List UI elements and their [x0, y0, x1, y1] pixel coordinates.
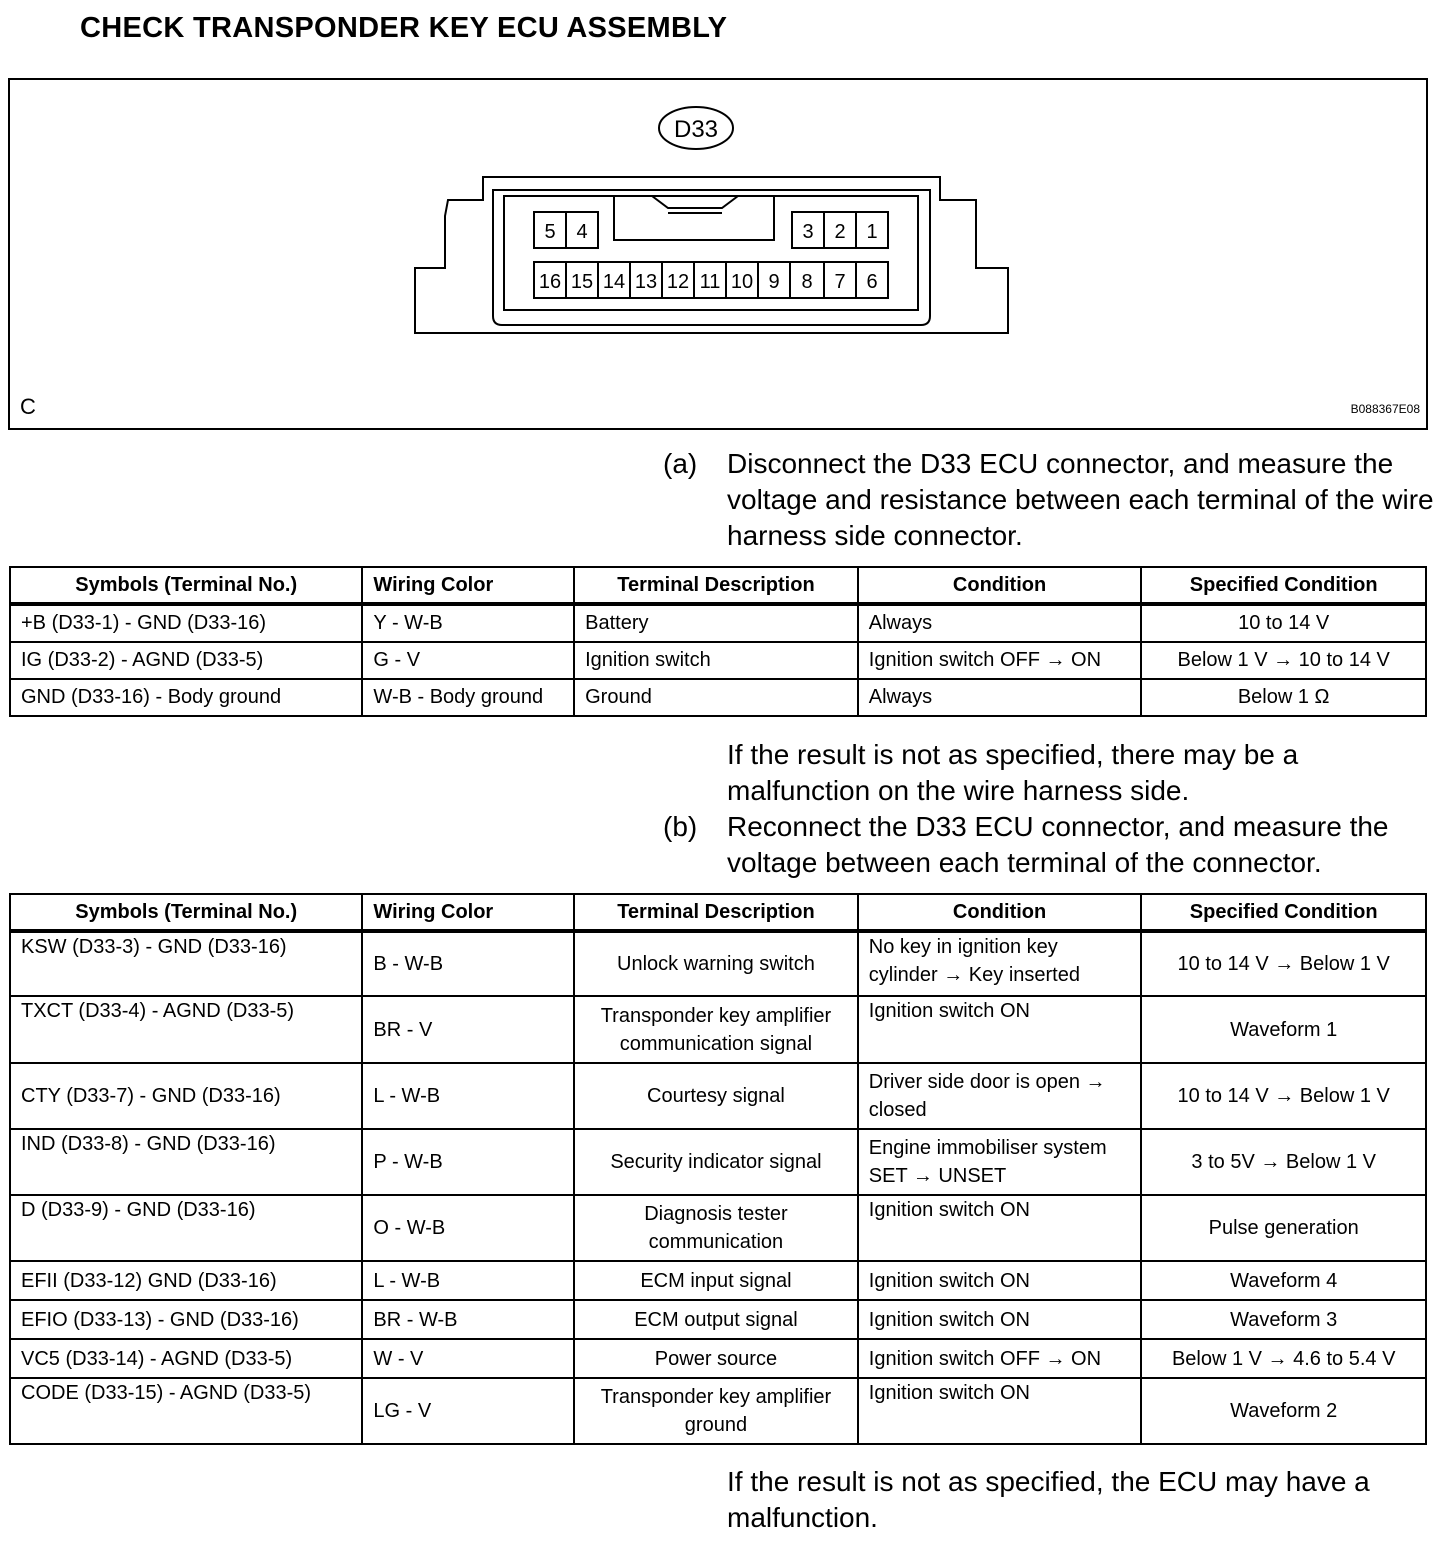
table-header: Terminal Description: [574, 567, 858, 604]
cell-description: Diagnosis tester communication: [574, 1195, 858, 1261]
pin-number: 1: [866, 221, 878, 243]
cell-condition: Engine immobiliser system SET → UNSET: [858, 1129, 1142, 1195]
cell-symbol: CODE (D33-15) - AGND (D33-5): [10, 1378, 362, 1444]
table-header: Specified Condition: [1141, 567, 1426, 604]
table-header: Condition: [858, 567, 1142, 604]
pin-number: 13: [634, 271, 658, 293]
cell-spec: Below 1 V → 4.6 to 5.4 V: [1141, 1339, 1426, 1378]
cell-condition: Ignition switch ON: [858, 1261, 1142, 1300]
pin-number: 4: [576, 221, 588, 243]
connector-label: D33: [673, 116, 719, 143]
cell-condition: Ignition switch OFF → ON: [858, 642, 1142, 679]
table-row: [10, 996, 1426, 1063]
cell-symbol: TXCT (D33-4) - AGND (D33-5): [10, 996, 362, 1063]
cell-description: ECM output signal: [574, 1300, 858, 1339]
cell-description: Transponder key amplifier communication signal: [574, 996, 858, 1063]
cell-description: Security indicator signal: [574, 1129, 858, 1195]
table-row: [10, 1063, 1426, 1129]
table-header: Wiring Color: [362, 894, 574, 931]
page-title: CHECK TRANSPONDER KEY ECU ASSEMBLY: [80, 12, 728, 44]
connector-inner-body: [493, 190, 930, 325]
cell-description: Battery: [574, 604, 858, 642]
table-header: Symbols (Terminal No.): [10, 894, 362, 931]
cell-wiring: B - W-B: [362, 931, 574, 996]
cell-condition: Driver side door is open → closed: [858, 1063, 1142, 1129]
connector-latch-tab: [652, 196, 738, 208]
connector-latch: [614, 196, 774, 240]
figure-letter: C: [20, 394, 36, 419]
table-row: [10, 604, 1426, 642]
pin-number: 6: [866, 271, 878, 293]
pin-number: 7: [834, 271, 846, 293]
cell-condition: Ignition switch ON: [858, 1300, 1142, 1339]
step-b: [663, 809, 1453, 883]
cell-wiring: O - W-B: [362, 1195, 574, 1261]
table-row: [10, 1300, 1426, 1339]
cell-description: Ignition switch: [574, 642, 858, 679]
table-row: [10, 1261, 1426, 1300]
step-b-text: Reconnect the D33 ECU connector, and measure the voltage between each terminal of the connector.: [727, 811, 1389, 878]
pin-number: 16: [538, 271, 562, 293]
cell-wiring: L - W-B: [362, 1261, 574, 1300]
cell-wiring: L - W-B: [362, 1063, 574, 1129]
cell-symbol: IG (D33-2) - AGND (D33-5): [10, 642, 362, 679]
table-row: [10, 931, 1426, 996]
cell-spec: 10 to 14 V: [1141, 604, 1426, 642]
step-a: [663, 446, 1453, 556]
cell-spec: Pulse generation: [1141, 1195, 1426, 1261]
cell-wiring: BR - V: [362, 996, 574, 1063]
cell-spec: Waveform 1: [1141, 996, 1426, 1063]
cell-spec: Waveform 2: [1141, 1378, 1426, 1444]
cell-condition: Ignition switch ON: [858, 996, 1142, 1063]
cell-description: Courtesy signal: [574, 1063, 858, 1129]
table-header: Terminal Description: [574, 894, 858, 931]
pin-number: 2: [834, 221, 846, 243]
table-header: Wiring Color: [362, 567, 574, 604]
cell-wiring: G - V: [362, 642, 574, 679]
cell-symbol: GND (D33-16) - Body ground: [10, 679, 362, 716]
cell-condition: Ignition switch ON: [858, 1195, 1142, 1261]
table-connector: [9, 893, 1427, 1445]
cell-wiring: P - W-B: [362, 1129, 574, 1195]
cell-symbol: EFII (D33-12) GND (D33-16): [10, 1261, 362, 1300]
connector-diagram: [10, 80, 1426, 428]
cell-spec: Below 1 V → 10 to 14 V: [1141, 642, 1426, 679]
cell-condition: Always: [858, 679, 1142, 716]
table-row: [10, 1129, 1426, 1195]
pin-number: 14: [602, 271, 626, 293]
cell-wiring: LG - V: [362, 1378, 574, 1444]
cell-symbol: EFIO (D33-13) - GND (D33-16): [10, 1300, 362, 1339]
table-header: Specified Condition: [1141, 894, 1426, 931]
step-b-label: (b): [663, 811, 698, 842]
cell-symbol: CTY (D33-7) - GND (D33-16): [10, 1063, 362, 1129]
cell-symbol: +B (D33-1) - GND (D33-16): [10, 604, 362, 642]
cell-wiring: W - V: [362, 1339, 574, 1378]
table-row: [10, 1378, 1426, 1444]
cell-wiring: Y - W-B: [362, 604, 574, 642]
pin-number: 5: [544, 221, 556, 243]
pin-number: 3: [802, 221, 814, 243]
cell-spec: 10 to 14 V → Below 1 V: [1141, 1063, 1426, 1129]
table-wire-harness: [9, 566, 1427, 717]
cell-condition: Ignition switch OFF → ON: [858, 1339, 1142, 1378]
pin-number: 9: [768, 271, 780, 293]
cell-description: Power source: [574, 1339, 858, 1378]
step-a-text: Disconnect the D33 ECU connector, and measure the voltage and resistance between each terminal of the wire harness side connector.: [727, 448, 1434, 551]
table-header-row: [10, 567, 1426, 604]
table-header: Symbols (Terminal No.): [10, 567, 362, 604]
cell-description: Ground: [574, 679, 858, 716]
cell-condition: Ignition switch ON: [858, 1378, 1142, 1444]
table-row: [10, 642, 1426, 679]
pin-number: 11: [699, 271, 721, 293]
cell-condition: Always: [858, 604, 1142, 642]
cell-wiring: BR - W-B: [362, 1300, 574, 1339]
cell-description: Unlock warning switch: [574, 931, 858, 996]
table-header-row: [10, 894, 1426, 931]
pin-number: 15: [570, 271, 594, 293]
cell-spec: Waveform 4: [1141, 1261, 1426, 1300]
cell-wiring: W-B - Body ground: [362, 679, 574, 716]
connector-figure: [8, 78, 1428, 430]
cell-symbol: KSW (D33-3) - GND (D33-16): [10, 931, 362, 996]
cell-spec: Below 1 Ω: [1141, 679, 1426, 716]
pin-number: 12: [666, 271, 690, 293]
cell-spec: 10 to 14 V → Below 1 V: [1141, 931, 1426, 996]
note-ecu: If the result is not as specified, the ECU may have a malfunction.: [727, 1466, 1370, 1533]
step-a-label: (a): [663, 448, 698, 479]
cell-condition: No key in ignition key cylinder → Key inserted: [858, 931, 1142, 996]
cell-spec: Waveform 3: [1141, 1300, 1426, 1339]
pin-number: 10: [730, 271, 754, 293]
pin-number: 8: [801, 271, 813, 293]
cell-symbol: VC5 (D33-14) - AGND (D33-5): [10, 1339, 362, 1378]
cell-description: ECM input signal: [574, 1261, 858, 1300]
cell-description: Transponder key amplifier ground: [574, 1378, 858, 1444]
table-header: Condition: [858, 894, 1142, 931]
table-row: [10, 1195, 1426, 1261]
cell-symbol: D (D33-9) - GND (D33-16): [10, 1195, 362, 1261]
cell-symbol: IND (D33-8) - GND (D33-16): [10, 1129, 362, 1195]
table-row: [10, 1339, 1426, 1378]
figure-code: B088367E08: [1350, 402, 1420, 416]
note-harness: If the result is not as specified, there may be a malfunction on the wire harness side.: [727, 739, 1299, 806]
cell-spec: 3 to 5V → Below 1 V: [1141, 1129, 1426, 1195]
table-row: [10, 679, 1426, 716]
